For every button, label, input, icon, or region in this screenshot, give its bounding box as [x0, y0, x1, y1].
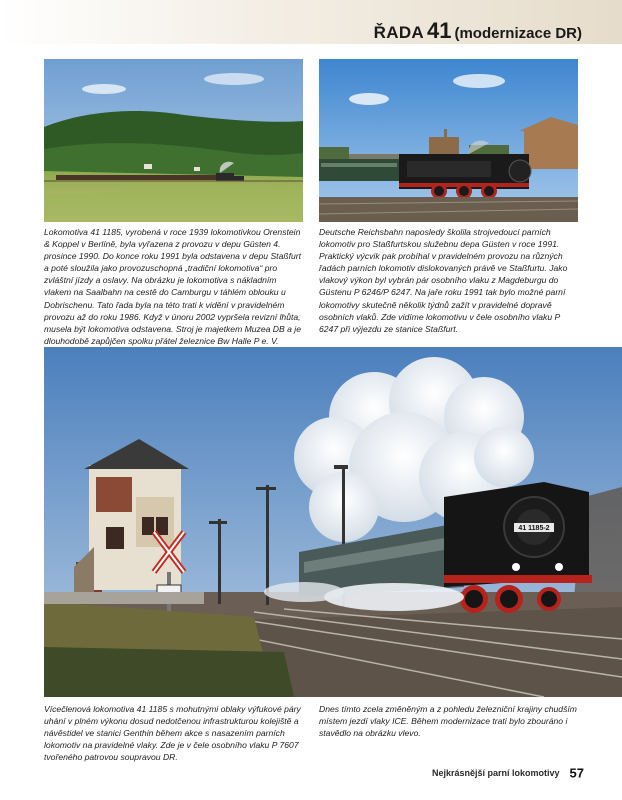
photo-stassfurt-departure: [319, 59, 578, 222]
photo-freight-train-valley: [44, 59, 303, 222]
chapter-title: [374, 18, 582, 44]
caption-photo-2: Deutsche Reichsbahn naposledy školila strojvedoucí parních lokomotiv pro Staßfurtskou služebnu depa Güsten v roce 1991. Praktický výcvik pak probíhal v pravidelném provozu na různých řadách parních lokomotiv dislokovaných právě ve Staßfurtu. Jako vlakový výkon byl vybrán pár osobního vlaku z Magdeburgu do Güstenu P 6246/P 6247. Na jaře roku 1991 tak bylo možné parní lokomotivy skutečně několik týdnů zažít v pravidelné dopravě osobních vlaků. Zde vidíme lokomotivu v čele osobního vlaku P 6247 při výjezdu ze stanice Staßfurt.: [319, 227, 568, 334]
page-number: 57: [569, 765, 584, 781]
series-number: 41: [426, 18, 452, 43]
photo-genthin-steam-cloud: [44, 347, 622, 697]
caption-photo-3-right: Dnes tímto zcela změněným a z pohledu železniční krajiny chudším místem jezdí vlaky ICE. Během modernizace trati bylo zbouráno i stavědlo na obrázku vlevo.: [319, 704, 577, 739]
smokebox-number-plate: 41 1185-2: [518, 525, 550, 532]
series-subtitle: (modernizace DR): [454, 25, 582, 42]
series-word: ŘADA: [373, 23, 424, 42]
caption-photo-1: Lokomotiva 41 1185, vyrobená v roce 1939 lokomotivkou Orenstein & Koppel v Berlíně, byla vyřazena z provozu v depu Güsten 4. prosince 1990. Do konce roku 1991 byla odstavena v depu Staßfurt a poté sloužila jako provozuschopná „tradiční lokomotiva“ pro zvláštní jízdy a oslavy. Na obrázku je lokomotiva s nákladním vlakem na Saalbahn na cestě do Camburgu v táhlém oblouku u Dobrischenu. Tato řada byla na této trati k vidění v pravidelném provozu až do roku 1986. Když v únoru 2002 vypršela revizní lhůta, musela být lokomotiva odstavena. Stroj je majetkem Muzea DB a je dlouhodobě zapůjčen spolku přátel železnice Bw Halle P e. V.: [44, 227, 302, 346]
page-footer: [432, 764, 584, 782]
book-title: Nejkrásnější parní lokomotivy: [431, 767, 560, 778]
caption-photo-3-left: Vícečlenová lokomotiva 41 1185 s mohutnými oblaky výfukové páry uhání v plném výkonu dosud nedotčenou infrastrukturou kolejiště a návěstidel ve stanici Genthin během akce s nasazením parních lokomotiv na pravidelné vlaky. Zde je v čele osobního vlaku P 7607 tvořeného patrovou soupravou DR.: [44, 704, 301, 763]
